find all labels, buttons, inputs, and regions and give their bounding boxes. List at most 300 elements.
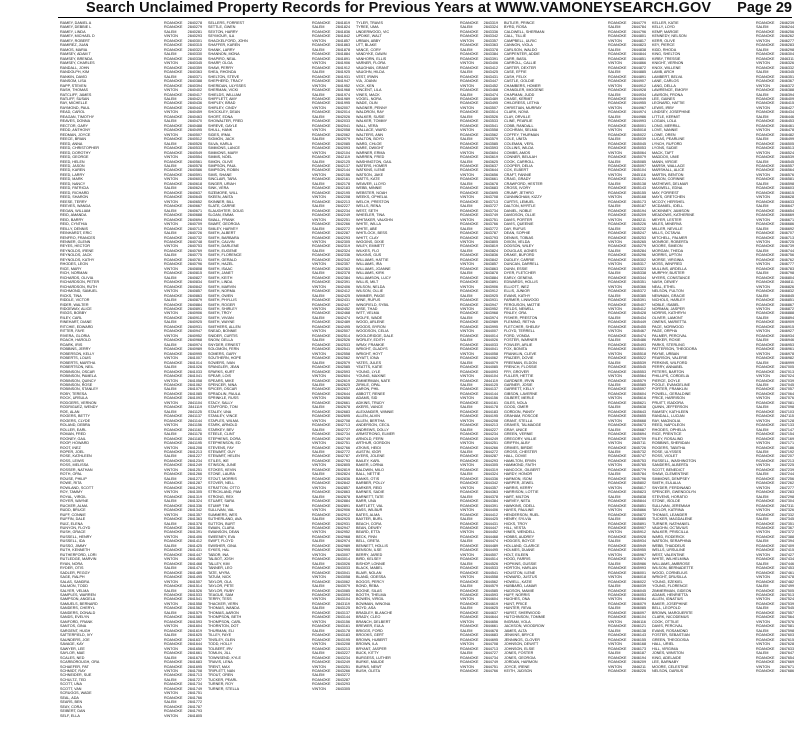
owner-city: ROANOKE (608, 244, 627, 249)
owner-name: BEAN, DEWEY (356, 525, 382, 530)
owner-city: ROANOKE (312, 534, 331, 539)
owner-name: WEST, VALENTINE (652, 552, 685, 557)
property-id: 2841125 (187, 409, 202, 414)
owner-name: VEST, IRWIN (356, 74, 379, 79)
property-id: 2847207 (779, 454, 794, 459)
owner-city: VINTON (312, 642, 326, 647)
property-id: 2846116 (631, 619, 646, 624)
owner-name: GORDON, PANSY (504, 409, 535, 414)
property-id: 2841384 (187, 525, 202, 530)
property-id: 2844912 (631, 83, 646, 88)
owner-city: ROANOKE (756, 231, 775, 236)
owner-name: SEARS, BEN (60, 700, 83, 705)
owner-name: WARNER, ERMA (356, 150, 385, 155)
owner-name: VIA, JOANN (356, 79, 377, 84)
owner-name: SHARP, OLGA (208, 61, 233, 66)
owner-city: VINTON (460, 664, 474, 669)
owner-name: TILLEY, FAYE (208, 633, 232, 638)
property-id: 2841708 (187, 668, 202, 673)
property-id: 2843891 (483, 280, 498, 285)
owner-city: ROANOKE (164, 284, 183, 289)
owner-city: SALEM (164, 186, 177, 191)
owner-name: SHOCKLEY, DEAN (208, 110, 240, 115)
owner-name: SIMPSON, PAUL (208, 164, 237, 168)
property-id: 2840533 (187, 146, 202, 151)
owner-city: ROANOKE (608, 222, 627, 227)
property-id: 2845412 (631, 307, 646, 311)
owner-city: VINTON (756, 530, 770, 535)
owner-city: ROANOKE (164, 517, 183, 522)
property-id: 2846811 (779, 280, 794, 285)
property-id: 2846367 (779, 79, 794, 84)
property-id: 2843489 (483, 96, 498, 101)
owner-name: BARTLETT, VAL (356, 503, 384, 508)
owner-name: STILES, IKE (208, 458, 229, 463)
owner-name: SMITH, CALVIN (208, 239, 235, 244)
property-id: 2844342 (483, 481, 498, 486)
owner-name: STANLEY, VINCE (208, 414, 238, 419)
property-id: 2841863 (335, 43, 350, 48)
property-id: 2843357 (483, 38, 498, 43)
owner-name: SANDERS, DONALD (60, 610, 96, 615)
owner-name: RUNYON, FLOYD (60, 525, 91, 530)
owner-city: VINTON (756, 307, 770, 311)
owner-city: VINTON (608, 530, 622, 535)
owner-name: CHAPMAN, JUDD (504, 92, 535, 97)
property-id: 2842734 (335, 432, 350, 437)
owner-city: SALEM (460, 405, 473, 410)
property-id: 2842495 (335, 324, 350, 329)
owner-name: SALMON, TODD (60, 584, 88, 589)
owner-city: ROANOKE (460, 458, 479, 463)
property-id: 2840554 (187, 155, 202, 160)
owner-city: VINTON (608, 329, 622, 334)
property-id: 2844495 (483, 548, 498, 553)
property-id: 2840753 (187, 244, 202, 249)
owner-city: SALEM (608, 92, 621, 97)
owner-name: TUCKER, MAGDALENE (652, 517, 693, 522)
property-id: 2847147 (779, 427, 794, 432)
property-id: 2842989 (335, 543, 350, 548)
property-id: 2841579 (187, 610, 202, 615)
property-id: 2840834 (187, 280, 202, 285)
owner-city: SALEM (312, 405, 325, 410)
owner-name: RAMSEY, ADAM T (60, 52, 91, 57)
owner-city: ROANOKE (756, 177, 775, 182)
property-id: 2847024 (779, 374, 794, 379)
property-id: 2846707 (779, 231, 794, 236)
listing-column-2 (208, 21, 350, 733)
property-id: 2842213 (335, 199, 350, 204)
property-id: 2846209 (631, 660, 646, 665)
owner-city: ROANOKE (608, 231, 627, 236)
owner-city: ROANOKE (164, 525, 183, 530)
owner-city: ROANOKE (460, 467, 479, 472)
owner-name: REED, LARRY (60, 172, 85, 177)
property-id: 2841995 (335, 101, 350, 106)
owner-name: SNIDER, CURTIS (208, 333, 238, 338)
property-id: 2841208 (187, 445, 202, 450)
owner-city: ROANOKE (312, 579, 331, 584)
owner-city: ROANOKE (164, 418, 183, 423)
property-id: 2843625 (483, 159, 498, 164)
owner-name: KEITH, JUDSON (504, 668, 533, 673)
owner-name: SIDES, IRMA (208, 132, 231, 137)
owner-city: ROANOKE (756, 342, 775, 347)
owner-city: ROANOKE (164, 38, 183, 43)
owner-city: SALEM (460, 293, 473, 298)
owner-name: SAMPSON, ANGELA (60, 597, 96, 602)
owner-city: ROANOKE (164, 21, 183, 25)
owner-city: SALEM (756, 472, 769, 477)
owner-name: SEXTON, HARRY (208, 29, 238, 34)
owner-name: WAGNER, PENNY (356, 105, 388, 110)
owner-name: WALL, VERA (356, 123, 378, 128)
owner-name: PRICE, HARRISON (652, 396, 685, 401)
owner-name: REED, RICHARD (60, 190, 90, 195)
owner-city: ROANOKE (756, 414, 775, 419)
property-id: 2845486 (631, 338, 646, 343)
property-id: 2842579 (335, 360, 350, 365)
owner-city: ROANOKE (312, 548, 331, 553)
owner-name: LYNCH, RUFORD (652, 141, 683, 146)
owner-city: ROANOKE (608, 436, 627, 441)
property-id: 2843734 (483, 208, 498, 213)
owner-city: ROANOKE (312, 186, 331, 191)
owner-name: YOUNG, FLORENCE (652, 584, 688, 589)
property-id: 2840507 (187, 132, 202, 137)
owner-name: RAMSEY, KATHLEEN (652, 409, 689, 414)
property-id: 2844708 (483, 642, 498, 647)
property-id: 2841857 (335, 38, 350, 43)
property-id: 2840336 (187, 56, 202, 61)
owner-city: VINTON (460, 508, 474, 513)
property-id: 2844384 (483, 499, 498, 504)
owner-name: SAUNDERS, JOE (60, 637, 90, 642)
property-id: 2847192 (779, 450, 794, 454)
owner-city: ROANOKE (608, 132, 627, 137)
owner-name: SNYDER, FERDINAND (652, 485, 691, 490)
owner-name: WALDRON, RAY (356, 110, 385, 115)
owner-name: SMITH, MARVIN (208, 284, 236, 289)
property-id: 2843749 (483, 213, 498, 218)
owner-name: SEAL, ADA (60, 695, 79, 700)
owner-city: VINTON (756, 351, 770, 356)
owner-city: ROANOKE (312, 208, 331, 213)
property-id: 2840345 (187, 61, 202, 66)
property-id: 2842324 (335, 248, 350, 253)
owner-name: BOOTH, THELMA (356, 593, 387, 597)
owner-city: ROANOKE (756, 579, 775, 584)
owner-city: VINTON (164, 467, 178, 472)
owner-city: ROANOKE (312, 356, 331, 361)
owner-name: BAXTER, BURL (356, 517, 383, 522)
owner-name: GREGORY, WILLIE (504, 436, 537, 441)
owner-name: STEWART, GUY (208, 450, 236, 454)
property-id: 2847239 (779, 467, 794, 472)
property-id: 2840394 (187, 83, 202, 88)
owner-name: BURNS, NEWT (356, 664, 382, 669)
property-id: 2846603 (779, 186, 794, 191)
property-id: 2846173 (631, 646, 646, 651)
owner-name: ROGERS, CLYDE (60, 418, 91, 423)
property-id: 2842079 (335, 137, 350, 142)
owner-name: TOLBERT, IRV (208, 646, 233, 651)
owner-name: PARKER, ROXIE (652, 338, 681, 343)
property-id: 2847128 (779, 418, 794, 423)
owner-name: DIXON, VELDA (504, 239, 530, 244)
property-id: 2840495 (187, 128, 202, 133)
owner-name: BOGGS, PERCY (356, 579, 385, 584)
owner-name: SHANNON, MONA (208, 52, 240, 57)
owner-city: VINTON (312, 195, 326, 200)
owner-city: ROANOKE (312, 320, 331, 325)
owner-name: REED, ANNA (60, 141, 83, 146)
owner-city: ROANOKE (312, 369, 331, 374)
owner-name: DAVIS, PORTER (504, 217, 533, 222)
owner-city: ROANOKE (756, 436, 775, 441)
owner-name: SHELTON, STEVE (208, 74, 240, 79)
owner-name: FIELDS, NEWELL (504, 307, 535, 311)
property-id: 2846168 (631, 642, 646, 647)
owner-city: VINTON (312, 463, 326, 468)
owner-city: ROANOKE (460, 74, 479, 79)
owner-name: COLE, UNITA (504, 137, 527, 142)
owner-name: KELLY, LOYD (652, 25, 675, 30)
property-id: 2840931 (187, 324, 202, 329)
property-id: 2842305 (335, 239, 350, 244)
owner-name: REDD, ANTHONY (60, 128, 91, 133)
owner-name: CAMPBELL, ULRIC (504, 38, 537, 43)
owner-name: TAYLOR, PETE (208, 584, 234, 589)
owner-city: ROANOKE (756, 356, 775, 361)
owner-name: SADLER, PEGGY (60, 570, 90, 575)
property-id: 2844661 (483, 624, 498, 629)
page-number: Page 29 (737, 0, 792, 16)
owner-city: ROANOKE (756, 190, 775, 195)
owner-city: ROANOKE (164, 123, 183, 128)
property-id: 2844949 (631, 96, 646, 101)
owner-city: ROANOKE (460, 34, 479, 39)
owner-city: SALEM (756, 651, 769, 656)
owner-name: HARRIS, KERRY (504, 485, 533, 490)
property-id: 2840402 (187, 88, 202, 93)
owner-city: ROANOKE (312, 490, 331, 495)
owner-city: SALEM (164, 231, 177, 236)
owner-city: ROANOKE (312, 132, 331, 137)
property-id: 2845732 (631, 450, 646, 454)
owner-name: FLOYD, TERRELL (504, 329, 535, 334)
owner-name: NORMAN, JASPER (652, 307, 685, 311)
property-id: 2846434 (779, 110, 794, 115)
owner-name: SMITH, TROY (208, 311, 232, 316)
property-id: 2841989 (335, 96, 350, 101)
owner-name: LOVE, NANNIE (652, 128, 678, 133)
owner-name: SCOTT, UNA (60, 682, 82, 687)
property-id: 2844507 (483, 552, 498, 557)
owner-name: SHACKELFORD, JOHN (208, 38, 248, 43)
owner-name: ROLAND, DEBRA (60, 423, 91, 428)
owner-city: ROANOKE (164, 561, 183, 566)
owner-city: ROANOKE (164, 686, 183, 691)
owner-name: DALTON, MYRTLE (504, 204, 536, 209)
property-id: 2841526 (187, 588, 202, 593)
property-id: 2844907 (631, 79, 646, 84)
owner-name: DAY, RUFUS (504, 226, 526, 231)
owner-name: SHAW, PERRY (208, 65, 234, 70)
owner-city: SALEM (608, 517, 621, 522)
owner-name: SOMERS, GARY (208, 351, 237, 356)
owner-city: ROANOKE (312, 566, 331, 571)
owner-name: NASH, DEWEY (652, 280, 678, 285)
property-id: 2845955 (631, 548, 646, 553)
owner-city: ROANOKE (608, 454, 627, 459)
owner-city: VINTON (312, 351, 326, 356)
property-id: 2842906 (335, 508, 350, 513)
owner-name: SCALES, NED (60, 655, 85, 660)
owner-name: JOHNSON, DEWITT (504, 642, 539, 647)
property-id: 2846915 (779, 324, 794, 329)
owner-name: PACE, NORWOOD (652, 324, 684, 329)
owner-name: HOLMES, DUANE (504, 548, 535, 553)
property-id: 2845912 (631, 530, 646, 535)
owner-city: VINTON (164, 400, 178, 405)
property-id: 2841195 (187, 441, 202, 446)
property-id: 2846777 (779, 262, 794, 267)
owner-name: SULLIVAN, VAL (208, 508, 235, 513)
property-id: 2844695 (483, 637, 498, 642)
property-id: 2844305 (483, 463, 498, 468)
owner-name: WHITE, ABE (356, 226, 378, 231)
owner-name: BIRD, KELSEY (356, 557, 382, 562)
owner-name: REECE, BRIAN (60, 137, 87, 142)
owner-name: LANE, CARLOS (652, 79, 679, 84)
owner-name: UNDERWOOD, VIC (356, 29, 390, 34)
owner-city: SALEM (312, 226, 325, 231)
owner-city: ROANOKE (756, 570, 775, 575)
owner-city: VINTON (460, 105, 474, 110)
owner-city: SALEM (312, 271, 325, 276)
property-id: 2840863 (187, 293, 202, 298)
owner-city: ROANOKE (164, 114, 183, 119)
property-id: 2843766 (483, 222, 498, 227)
owner-name: RILEY, CARL (60, 315, 83, 320)
property-id: 2841656 (187, 646, 202, 651)
owner-name: WALTERS, ANN (356, 132, 384, 137)
owner-name: YOUNG, MAXINE (356, 374, 386, 379)
property-id: 2846461 (779, 123, 794, 128)
property-id: 2841766 (187, 695, 202, 700)
owner-city: ROANOKE (164, 43, 183, 48)
owner-city: ROANOKE (164, 70, 183, 75)
owner-city: ROANOKE (460, 257, 479, 262)
owner-city: VINTON (608, 172, 622, 177)
owner-name: WHITE, WILHELMINA (652, 557, 689, 562)
property-id: 2846669 (779, 213, 794, 218)
property-id: 2842925 (335, 517, 350, 522)
owner-city: VINTON (460, 530, 474, 535)
owner-city: VINTON (460, 128, 474, 133)
property-id: 2843062 (335, 579, 350, 584)
owner-name: SHOWALTER, FRED (208, 119, 244, 124)
owner-city: ROANOKE (756, 445, 775, 450)
property-id: 2844336 (483, 476, 498, 481)
owner-name: SHERMAN, VICKI (208, 88, 239, 93)
owner-name: SMITH, GERALD (208, 257, 237, 262)
owner-name: LITTLE, KERMIT (652, 114, 681, 119)
owner-name: BURGESS, LUTHER (356, 655, 391, 660)
owner-city: VINTON (164, 333, 178, 338)
property-id: 2847154 (779, 432, 794, 437)
owner-name: SHULL, HANK (208, 128, 233, 133)
owner-name: ROUSE, PHILIP (60, 476, 87, 481)
property-id: 2842007 (335, 105, 350, 110)
owner-name: MASON, CORINNE (652, 177, 685, 182)
owner-name: GARRETT, KELLY (504, 387, 535, 392)
property-id: 2843507 (483, 105, 498, 110)
property-id: 2841912 (335, 65, 350, 70)
owner-name: SINK, VERA (208, 186, 229, 191)
owner-city: SALEM (460, 628, 473, 633)
property-id: 2840388 (187, 79, 202, 84)
owner-city: ROANOKE (164, 682, 183, 687)
owner-name: GARDNER, IRVIN (504, 378, 535, 383)
owner-name: FRENCH, FLOSSIE (504, 365, 537, 370)
owner-name: VINES, MACK (356, 92, 380, 97)
property-id: 2844656 (483, 619, 498, 624)
property-id: 2845296 (631, 253, 646, 258)
property-id: 2844986 (631, 114, 646, 119)
property-id: 2840586 (187, 168, 202, 173)
owner-name: CHILDRESS, LETHA (504, 101, 540, 106)
owner-name: ROCK, URSULA (60, 396, 88, 401)
property-id: 2847564 (779, 615, 794, 620)
owner-city: ROANOKE (312, 637, 331, 642)
owner-city: ROANOKE (608, 615, 627, 620)
owner-city: ROANOKE (312, 231, 331, 236)
owner-name: VINCENT, LILA (356, 88, 382, 93)
owner-name: MACK, TAFT (652, 150, 674, 155)
owner-city: ROANOKE (312, 146, 331, 151)
owner-name: MARTIN, BENTON (652, 172, 684, 177)
owner-city: ROANOKE (164, 597, 183, 602)
owner-city: VINTON (164, 34, 178, 39)
owner-city: ROANOKE (312, 445, 331, 450)
owner-name: WADE, OLIN (356, 101, 378, 106)
property-id: 2847427 (779, 552, 794, 557)
owner-name: HARRISON, LOTTIE (504, 490, 539, 495)
property-id: 2845668 (631, 418, 646, 423)
owner-city: ROANOKE (164, 651, 183, 656)
owner-name: SMITH, WAYNE (208, 320, 235, 325)
owner-city: ROANOKE (756, 119, 775, 124)
owner-city: ROANOKE (164, 137, 183, 142)
property-id: 2842425 (335, 293, 350, 298)
owner-city: ROANOKE (460, 324, 479, 329)
owner-city: ROANOKE (164, 105, 183, 110)
property-id: 2847453 (779, 566, 794, 571)
owner-name: PATTERSON, THEODORA (652, 347, 697, 352)
property-id: 2843824 (483, 248, 498, 253)
property-id: 2841619 (187, 628, 202, 633)
owner-city: ROANOKE (164, 159, 183, 164)
owner-name: PEARSON, VALERIE (652, 356, 688, 361)
owner-name: PERRY, ANNABEL (652, 365, 684, 370)
property-id: 2841637 (187, 637, 202, 642)
owner-city: ROANOKE (460, 199, 479, 204)
owner-name: ROYER, WAYNE (60, 499, 89, 504)
owner-name: SUMMERS, WES (208, 512, 238, 517)
